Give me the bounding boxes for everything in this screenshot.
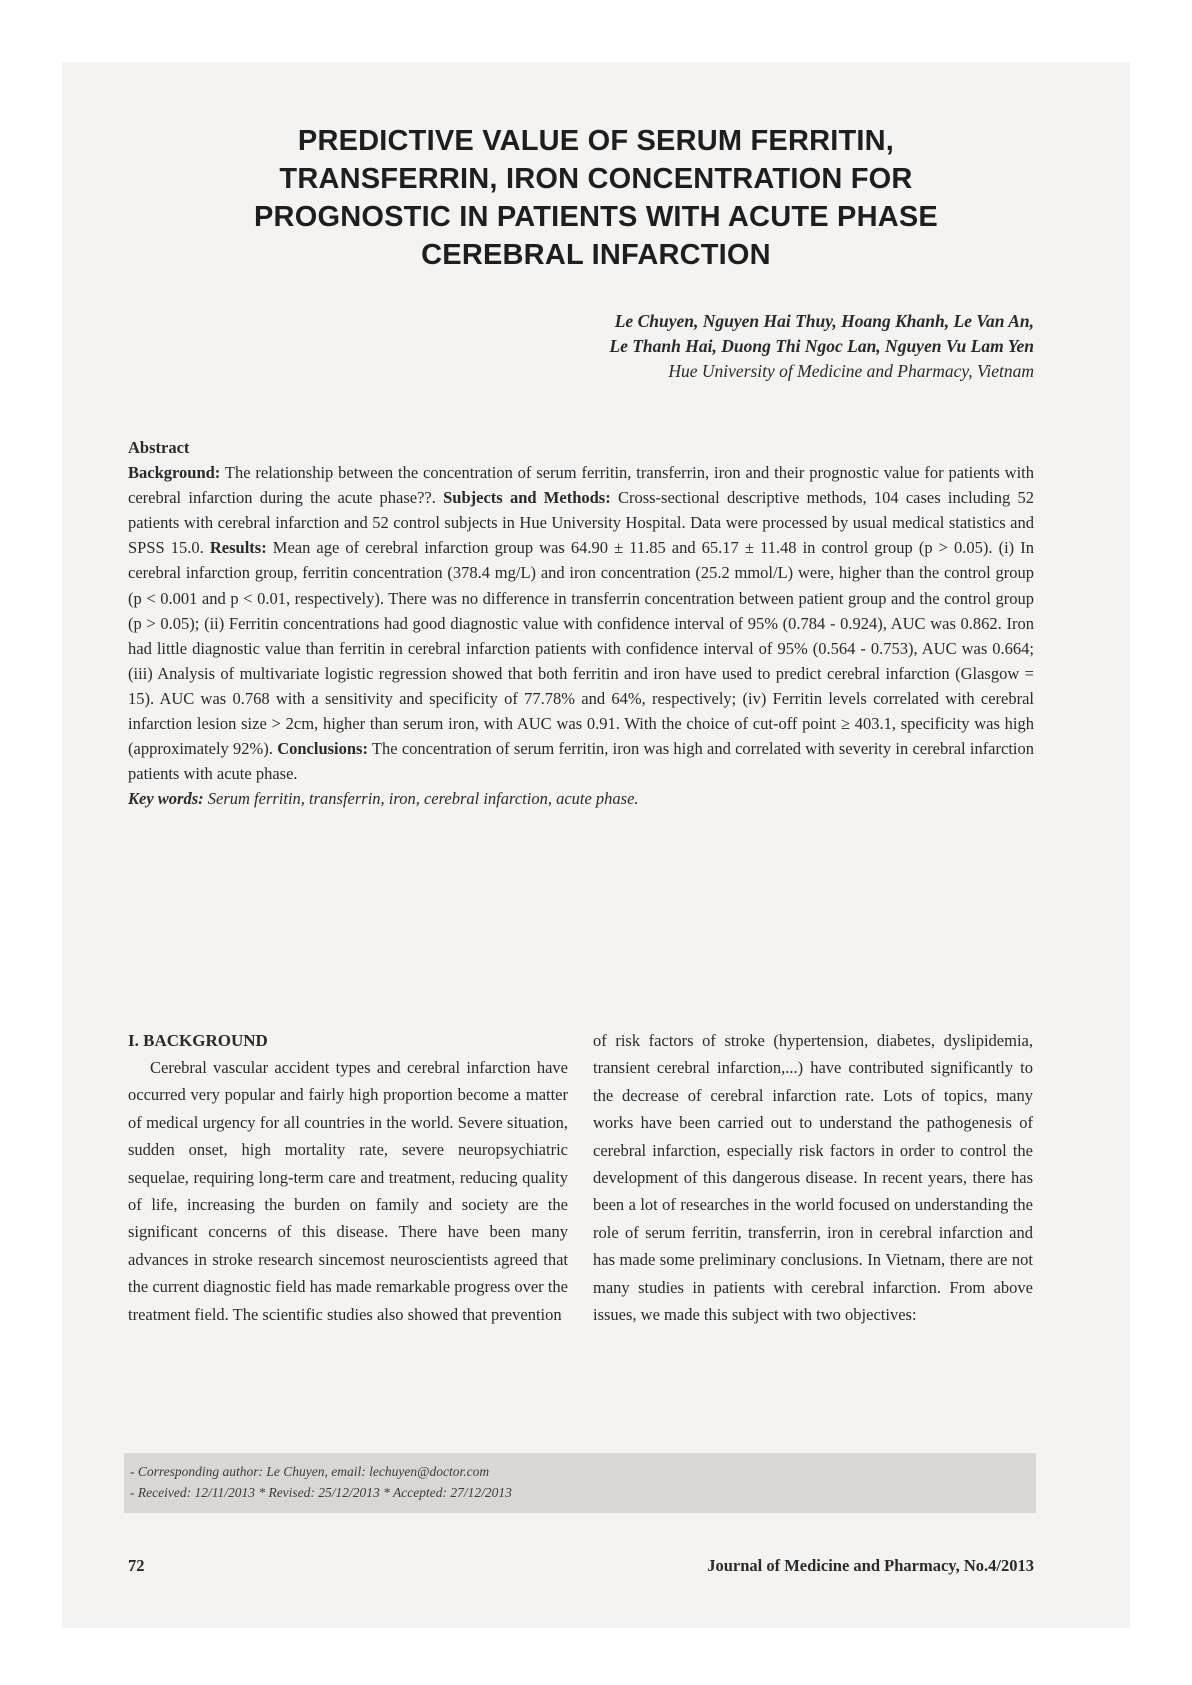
- right-column: [593, 1027, 1033, 1328]
- conclusions-text: The concentration of serum ferritin, iron was high and correlated with severity in cerebral infarction patients with acute phase.: [128, 739, 1034, 784]
- body-paragraph: of risk factors of stroke (hypertension, diabetes, dyslipidemia, transient cerebral infarction,...) have contributed significantly to the decrease of cerebral infarction rate. Lots of topics, many works have been carried out to understand the pathogenesis of cerebral infarction, especially risk factors in order to control the development of this dangerous disease. In recent years, there has been a lot of researches in the world focused on understanding the role of serum ferritin, transferrin, iron in cerebral infarction and has made some preliminary conclusions. In Vietnam, there are not many studies in patients with cerebral infarction. From above issues, we made this subject with two objectives:: [593, 1031, 1033, 1325]
- section-heading: I. BACKGROUND: [128, 1031, 268, 1050]
- title-line: CEREBRAL INFARCTION: [421, 239, 771, 271]
- title-line: PREDICTIVE VALUE OF SERUM FERRITIN,: [297, 125, 895, 157]
- dates-note: - Received: 12/11/2013 * Revised: 25/12/2013 * Accepted: 27/12/2013: [130, 1485, 512, 1500]
- keywords: [128, 786, 1034, 811]
- author-block: [334, 309, 1034, 384]
- author-names-line: Le Thanh Hai, Duong Thi Ngoc Lan, Nguyen Vu Lam Yen: [609, 336, 1034, 356]
- author-names-line: Le Chuyen, Nguyen Hai Thuy, Hoang Khanh, Le Van An,: [614, 311, 1034, 331]
- abstract-body: [128, 460, 1034, 786]
- conclusions-label: Conclusions:: [277, 739, 368, 759]
- abstract-heading: Abstract: [128, 438, 190, 457]
- page-sheet: [62, 62, 1130, 1628]
- left-column: [128, 1027, 568, 1328]
- results-label: Results:: [209, 538, 267, 558]
- title-line: PROGNOSTIC IN PATIENTS WITH ACUTE PHASE: [254, 201, 938, 233]
- results-text: Mean age of cerebral infarction group was 64.90 ± 11.85 and 65.17 ± 11.48 in control group (p > 0.05). (i) In cerebral infarction group, ferritin concentration (378.4 mg/L) and iron concentration (25.2 mmol/L) were, higher than the control group (p < 0.001 and p < 0.01, respectively). There was no difference in transferrin concentration between patient group and the control group (p > 0.05); (ii) Ferritin concentrations had good diagnostic value with confidence interval of 95% (0.784 - 0.924), AUC was 0.862. Iron had little diagnostic value than ferritin in cerebral infarction patients with confidence interval of 95% (0.564 - 0.753), AUC was 0.664; (iii) Analysis of multivariate logistic regression showed that both ferritin and iron have used to predict cerebral infarction (Glasgow = 15). AUC was 0.768 with a sensitivity and specificity of 77.78% and 64%, respectively; (iv) Ferritin levels correlated with cerebral infarction lesion size > 2cm, higher than serum iron, with AUC was 0.91. With the choice of cut-off point ≥ 403.1, specificity was high (approximately 92%).: [128, 538, 1034, 759]
- page-number: 72: [128, 1556, 145, 1575]
- paper-title: [0, 122, 1192, 274]
- background-label: Background:: [128, 463, 221, 483]
- keywords-label: Key words:: [128, 789, 204, 809]
- methods-label: Subjects and Methods:: [443, 488, 611, 508]
- abstract-block: [128, 435, 1034, 811]
- keywords-text: Serum ferritin, transferrin, iron, cerebral infarction, acute phase.: [203, 789, 639, 809]
- journal-name: Journal of Medicine and Pharmacy, No.4/2013: [707, 1556, 1034, 1575]
- footnote-box: [124, 1453, 1036, 1513]
- body-paragraph: Cerebral vascular accident types and cerebral infarction have occurred very popular and fairly high proportion become a matter of medical urgency for all countries in the world. Severe situation, sudden onset, high mortality rate, severe neuropsychiatric sequelae, requiring long-term care and treatment, reducing quality of life, increasing the burden on family and society are the significant concerns of this disease. There have been many advances in stroke research sincemost neuroscientists agreed that the current diagnostic field has made remarkable progress over the treatment field. The scientific studies also showed that prevention: [128, 1058, 568, 1324]
- affiliation: Hue University of Medicine and Pharmacy, Vietnam: [668, 361, 1034, 381]
- methods-text: Cross-sectional descriptive methods, 104 cases including 52 patients with cerebral infarction and 52 control subjects in Hue University Hospital. Data were processed by usual medical statistics and SPSS 15.0.: [128, 488, 1034, 558]
- background-text: The relationship between the concentration of serum ferritin, transferrin, iron and their prognostic value for patients with cerebral infarction during the acute phase??.: [128, 463, 1034, 508]
- title-line: TRANSFERRIN, IRON CONCENTRATION FOR: [279, 163, 913, 195]
- corresponding-author-note: - Corresponding author: Le Chuyen, email: lechuyen@doctor.com: [130, 1464, 490, 1479]
